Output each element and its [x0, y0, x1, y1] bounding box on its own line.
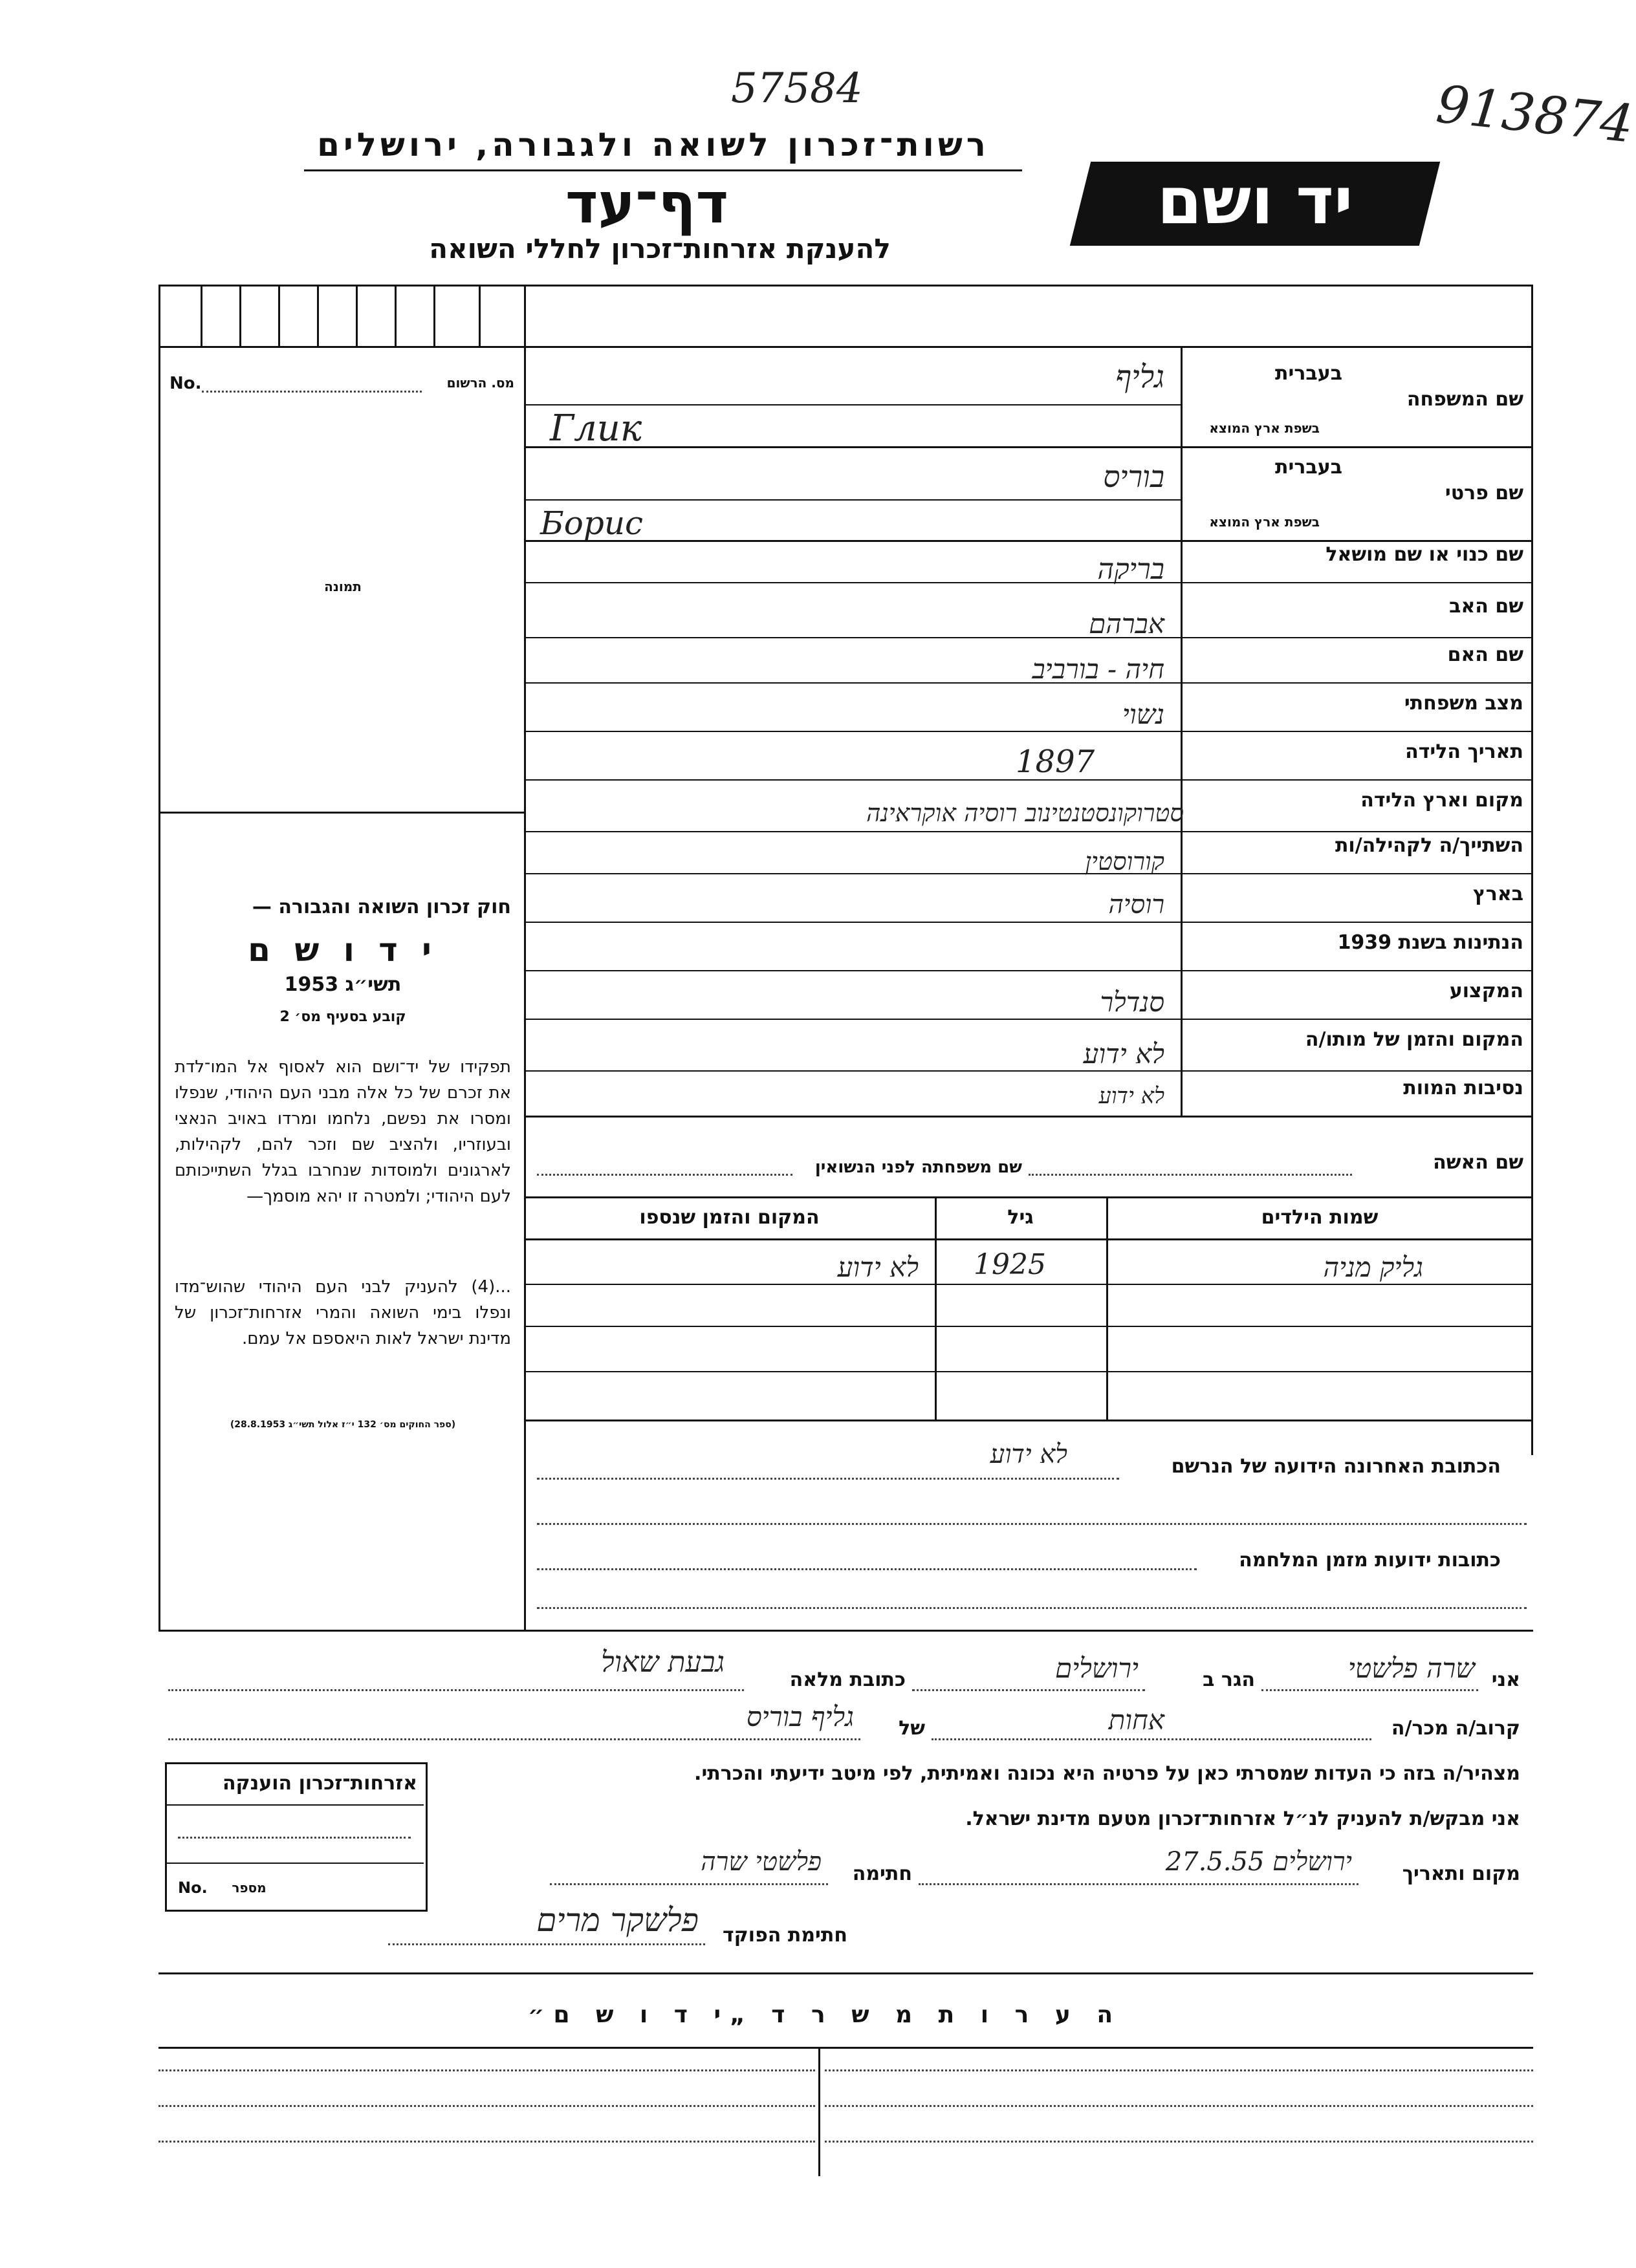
marital-value: נשוי	[1122, 698, 1164, 730]
in-hebrew-label: בעברית	[1275, 362, 1342, 385]
death-circ-label: נסיבות המוות	[1403, 1077, 1523, 1099]
row-line	[524, 637, 1531, 638]
birth-place-label: מקום וארץ הלידה	[1360, 789, 1523, 812]
citizenship-number-label: מספר	[232, 1880, 267, 1895]
notes-dots	[825, 2141, 1533, 2143]
of-value: גליף בוריס	[746, 1701, 854, 1733]
row-line	[524, 404, 1181, 405]
law-source: (ספר החוקים מס׳ 132 י״ז אלול תשי״ג 28.8.1953)	[230, 1420, 456, 1430]
of-label: של	[899, 1717, 925, 1740]
birth-place-value: סטרוקונסטנטינוב רוסיה אוקראינה	[866, 799, 1184, 827]
officer-dots	[388, 1943, 705, 1945]
children-header-age: גיל	[1007, 1206, 1034, 1229]
death-place-label: המקום והזמן של מותו/ה	[1305, 1028, 1523, 1051]
row-line	[524, 831, 1531, 832]
father-label: שם האב	[1449, 595, 1523, 618]
law-text: תפקידו של יד־ושם הוא לאסוף אל המו־לדת את זכרם של כל אלה מבני העם היהודי, שנפלו ומסרו את נפשם, נלחמו ומרדו באויב הנאצי ובעוזריו, ולהציב שם וזכר להם, לקהילות, לארגונים ולמוסדות שנחרבו בגלל השתייכותם לעם היהודי; ולמטרה זו יהא מוסמך—	[175, 1057, 511, 1206]
row-line	[524, 731, 1531, 732]
box-line	[167, 1804, 424, 1806]
no-label: No.	[169, 374, 202, 393]
child-death: לא ידוע	[837, 1251, 919, 1283]
citizenship-no-label: No.	[178, 1879, 208, 1897]
child-name: גליק מניה	[1323, 1251, 1423, 1283]
panel-divider	[524, 285, 526, 1630]
profession-label: המקצוע	[1449, 980, 1523, 1002]
father-value: אברהם	[1089, 608, 1164, 640]
full-address-dots	[168, 1689, 744, 1691]
children-col-divider	[1106, 1196, 1108, 1420]
top-grid-bottom	[158, 346, 1533, 348]
row-line	[524, 1070, 1531, 1072]
officer-label: חתימת הפוקד	[723, 1924, 847, 1947]
authority-name: רשות־זכרון לשואה ולגבורה, ירושלים	[317, 126, 990, 164]
table-row	[524, 1371, 1531, 1372]
table-row	[524, 1326, 1531, 1327]
grid-cell	[395, 285, 397, 346]
residing-label: הגר ב	[1203, 1669, 1255, 1691]
place-date-value: ירושלים 27.5.55	[1165, 1847, 1352, 1877]
wife-maiden-label: שם משפחתה לפני הנשואין	[814, 1158, 1022, 1177]
signature-value: פלשטי שרה	[701, 1847, 822, 1877]
law-title: חוק זכרון השואה והגבורה —	[252, 896, 511, 918]
signature-label: חתימה	[852, 1863, 912, 1885]
nickname-value: בריקה	[1097, 553, 1164, 586]
country-value: רוסיה	[1108, 890, 1164, 920]
family-name-hebrew: גליף	[1115, 359, 1164, 395]
relation-label: קרוב/ה מכר/ה	[1391, 1717, 1520, 1740]
row-line	[524, 582, 1531, 583]
first-name-origin: Борис	[540, 504, 644, 542]
family-name-label: שם המשפחה	[1406, 388, 1523, 411]
notes-dots	[158, 2141, 815, 2143]
row-line	[524, 540, 1531, 542]
in-hebrew-label-2: בעברית	[1275, 456, 1342, 479]
notes-divider	[818, 2047, 820, 2176]
place-date-dots	[919, 1883, 1358, 1885]
wife-label: שם האשה	[1433, 1151, 1523, 1174]
wife-dots	[1029, 1174, 1352, 1176]
request-text: אני מבקש/ת להעניק לנ״ל אזרחות־זכרון מטעם מדינת ישראל.	[965, 1808, 1520, 1830]
residing-dots	[912, 1689, 1145, 1691]
left-photo-bottom	[158, 812, 524, 814]
address-dots	[537, 1523, 1527, 1525]
profession-value: סנדלר	[1100, 986, 1164, 1018]
children-header-names: שמות הילדים	[1261, 1206, 1379, 1229]
officer-value: פלשקר מרים	[536, 1901, 699, 1939]
table-row	[524, 1284, 1531, 1285]
war-address-dots-2	[537, 1607, 1527, 1609]
declarant-i-label: אני	[1491, 1669, 1520, 1691]
wife-maiden-dots	[537, 1174, 792, 1176]
war-addresses-label: כתובות ידועות מזמן המלחמה	[1239, 1549, 1501, 1571]
section-bottom	[158, 1630, 1533, 1632]
full-address-value: גבעת שאול	[601, 1646, 725, 1679]
mother-value: חיה - בורביב	[1032, 653, 1164, 685]
death-place-value: לא ידוע	[1083, 1038, 1164, 1070]
relation-value: אחות	[1108, 1704, 1164, 1736]
first-name-label: שם פרטי	[1445, 482, 1523, 504]
child-age: 1925	[974, 1248, 1046, 1281]
full-address-label: כתובת מלאה	[789, 1669, 906, 1691]
declarant-dots	[1261, 1689, 1478, 1691]
first-name-hebrew: בוריס	[1103, 459, 1164, 494]
signature-dots	[550, 1883, 828, 1885]
notes-dots	[825, 2069, 1533, 2071]
place-date-label: מקום ותאריך	[1402, 1863, 1520, 1885]
statement-text: מצהיר/ה בזה כי העדות שמסרתי כאן על פרטיה היא נכונה ואמיתית, לפי מיטב ידיעתי והכרתי.	[694, 1762, 1520, 1785]
law-section: קובע בסעיף מס׳ 2	[279, 1009, 406, 1025]
reg-no-dots	[202, 391, 422, 393]
grid-cell	[201, 285, 202, 346]
country-label: בארץ	[1472, 883, 1523, 905]
law-name: י ד ו ש ם	[248, 931, 438, 969]
archive-number-1: 57584	[731, 65, 863, 113]
notes-dots	[158, 2105, 815, 2107]
table-bottom	[524, 1420, 1531, 1421]
notes-top	[158, 1972, 1533, 1974]
law-text-clause: ...(4) להעניק לבני העם היהודי שהוש־מדו ונפלו בימי השואה והמרי אזרחות־זכרון של מדינת ישראל לאות היאספם אל עמם.	[175, 1277, 511, 1348]
origin-lang-label-2: בשפת ארץ המוצא	[1209, 514, 1320, 530]
last-address-label: הכתובת האחרונה הידועה של הנרשם	[1171, 1455, 1501, 1478]
family-name-origin: Глик	[550, 407, 642, 449]
law-year: תשי״ג 1953	[284, 973, 402, 996]
of-dots	[168, 1738, 860, 1740]
grid-cell	[239, 285, 241, 346]
grid-cell	[317, 285, 319, 346]
residing-value: ירושלים	[1055, 1652, 1139, 1684]
grid-cell	[278, 285, 280, 346]
children-header-line	[524, 1238, 1531, 1240]
row-line	[524, 970, 1531, 971]
frame-left	[158, 285, 160, 1630]
death-circ-value: לא ידוע	[1098, 1083, 1164, 1109]
photo-label: תמונה	[324, 579, 362, 594]
birth-date-value: 1897	[1016, 744, 1095, 780]
grid-cell	[433, 285, 435, 346]
frame-right	[1531, 285, 1533, 1455]
relation-dots	[932, 1738, 1371, 1740]
nickname-label: שם כנוי או שם מושאל	[1325, 543, 1523, 566]
form-subtitle: להענקת אזרחות־זכרון לחללי השואה	[429, 233, 891, 265]
grid-cell	[356, 285, 358, 346]
children-header-place: המקום והזמן שנספו	[639, 1206, 820, 1229]
row-line	[524, 873, 1531, 874]
row-line	[524, 1116, 1531, 1118]
notes-line	[158, 2047, 1533, 2049]
birth-date-label: תאריך הלידה	[1405, 740, 1523, 763]
declarant-name: שרה פלשטי	[1347, 1652, 1475, 1684]
row-line	[524, 779, 1531, 781]
row-line	[524, 1019, 1531, 1020]
frame-top	[158, 285, 1533, 286]
last-address-value: לא ידוע	[990, 1440, 1067, 1469]
reg-no-label: מס. הרשום	[446, 375, 514, 391]
last-address-dots	[537, 1478, 1119, 1480]
row-line	[524, 446, 1531, 448]
marital-label: מצב משפחתי	[1404, 692, 1523, 715]
children-col-divider	[935, 1196, 937, 1420]
box-dots	[178, 1837, 411, 1839]
row-line	[524, 499, 1181, 501]
office-notes-title: ה ע ר ו ת מ ש ר ד „י ד ו ש ם״	[527, 2002, 1122, 2028]
box-line	[167, 1863, 424, 1864]
citizenship-box-title: אזרחות־זכרון הוענקה	[222, 1772, 417, 1795]
row-line	[524, 1196, 1531, 1198]
community-value: קורוסטין	[1085, 847, 1164, 876]
origin-lang-label: בשפת ארץ המוצא	[1209, 420, 1320, 436]
notes-dots	[158, 2069, 815, 2071]
mother-label: שם האם	[1447, 643, 1523, 666]
notes-dots	[825, 2105, 1533, 2107]
form-title: דף־עד	[565, 171, 729, 236]
row-line	[524, 922, 1531, 923]
logo-text: יד ושם	[1157, 163, 1353, 239]
grid-cell	[479, 285, 481, 346]
war-address-dots	[537, 1568, 1197, 1570]
community-label: השתייך/ה לקהילה/ות	[1335, 834, 1523, 857]
citizenship-label: הנתינות בשנת 1939	[1337, 931, 1523, 954]
archive-number-2: 913874	[1433, 74, 1636, 155]
row-line	[524, 682, 1531, 684]
